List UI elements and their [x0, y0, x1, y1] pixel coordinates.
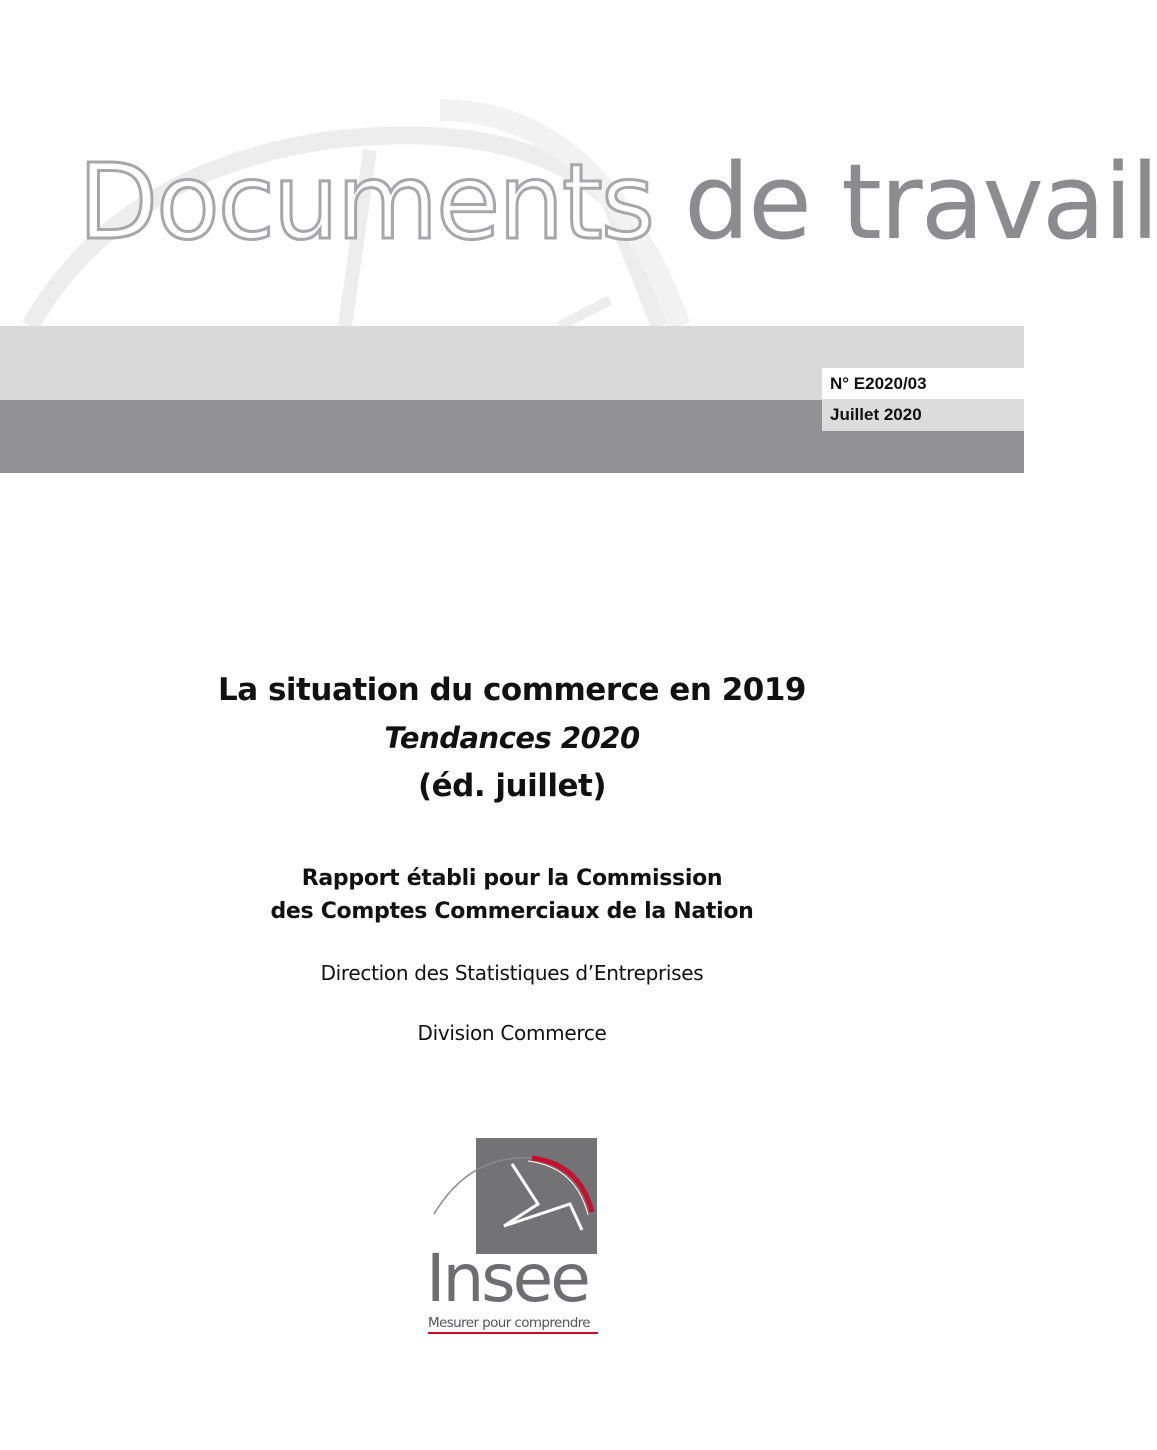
insee-tagline: Mesurer pour comprendre — [428, 1315, 591, 1331]
document-subtitle: Tendances 2020 — [384, 721, 640, 755]
insee-wordmark: Insee — [426, 1240, 588, 1317]
issue-info — [822, 368, 1024, 431]
author-direction: Direction des Statistiques d’Entreprises — [320, 961, 704, 985]
series-title — [78, 141, 1157, 263]
document-title: La situation du commerce en 2019 — [218, 672, 806, 708]
document-edition: (éd. juillet) — [417, 768, 607, 804]
report-line-1: Rapport établi pour la Commission — [301, 866, 723, 891]
issue-number: N° E2020/03 — [822, 368, 1024, 399]
series-title-solid: de travail — [652, 141, 1157, 263]
issue-date: Juillet 2020 — [822, 399, 1024, 431]
series-title-outline: Documents — [78, 141, 653, 263]
insee-logo — [420, 1132, 610, 1342]
insee-tagline-underline — [428, 1332, 598, 1334]
author-division: Division Commerce — [417, 1021, 607, 1045]
report-line-2: des Comptes Commerciaux de la Nation — [270, 899, 754, 924]
